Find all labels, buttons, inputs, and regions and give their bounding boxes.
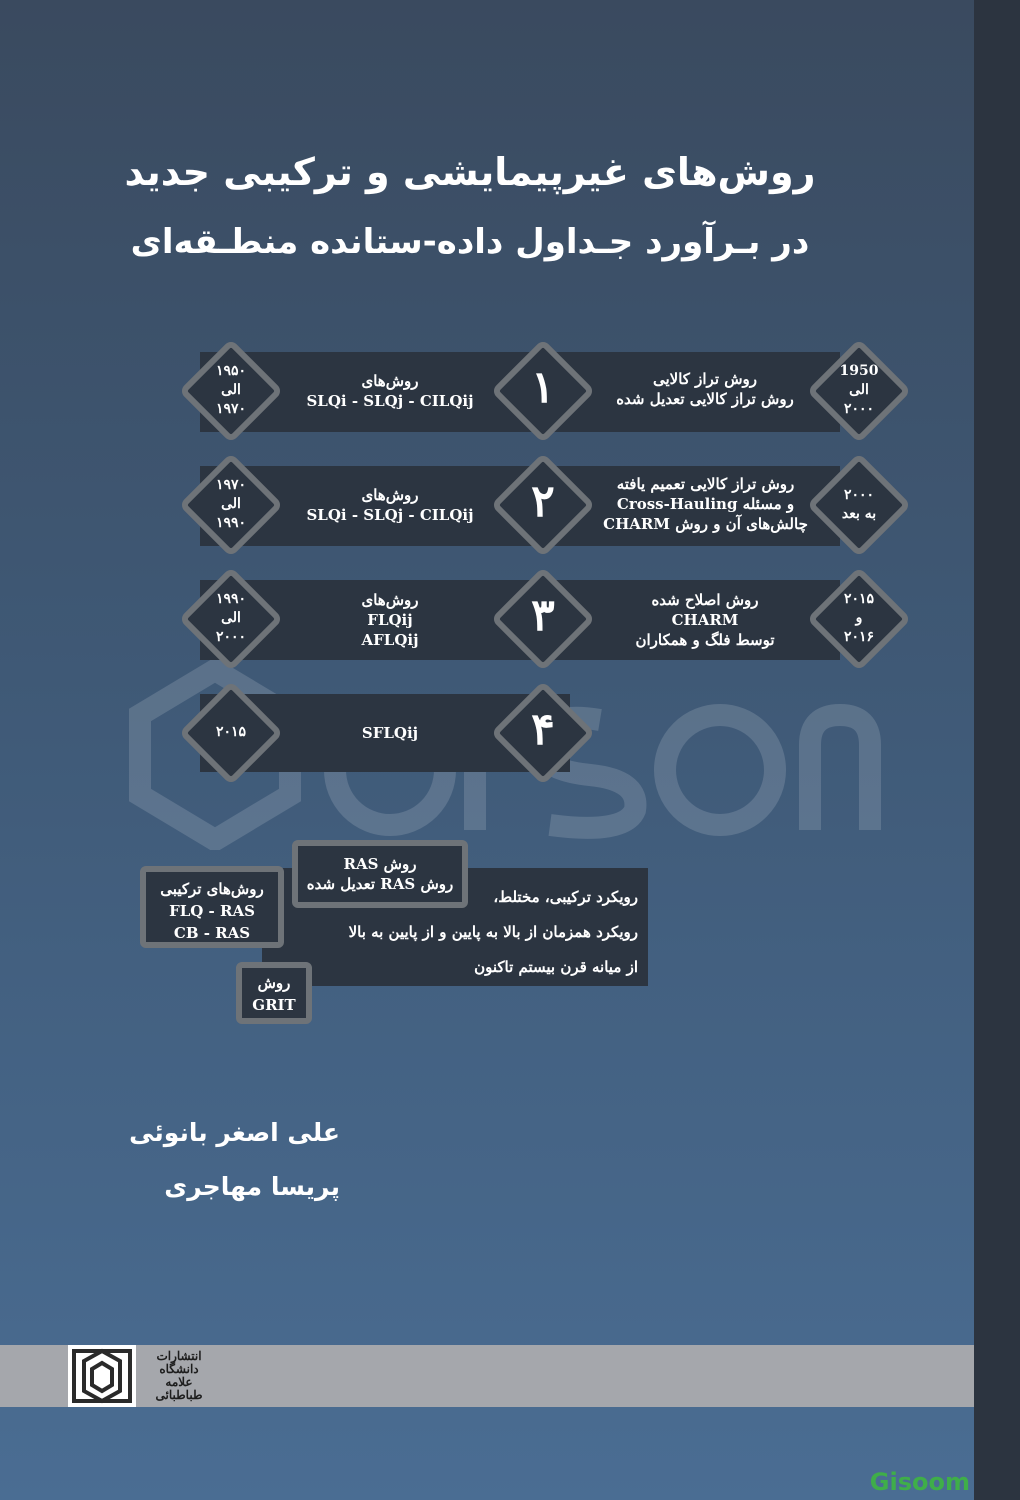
book-spine	[974, 0, 1020, 1500]
gisoom-corner-logo: Gisoom	[869, 1468, 970, 1496]
hybrid-line-2: رویکرد همزمان از بالا به پایین و از پایین به بالا	[348, 923, 638, 941]
book-title-line-2: در بـرآورد جـداول داده-ستانده منطـقه‌ای	[130, 222, 810, 262]
row-4-left-years: ۲۰۱۵	[215, 724, 247, 740]
grit-method-box: روش GRIT	[236, 962, 312, 1024]
row-1-number: ۱	[531, 362, 555, 413]
hybrid-line-3: از میانه قرن بیستم تاکنون	[474, 958, 638, 976]
row-2-right-text: روش تراز کالایی تعمیم یافته و مسئله Cross-Hauling چالش‌های آن و روش CHARM	[603, 475, 808, 533]
row-3-right-years: ۲۰۱۵ و ۲۰۱۶	[843, 591, 875, 645]
row-4-left-text: SFLQij	[361, 724, 419, 742]
row-3-right-text: روش اصلاح شده CHARM توسط فلگ و همکاران	[635, 591, 775, 649]
row-3-left-text: روش‌های FLQij AFLQij	[361, 591, 419, 649]
row-4-number: ۴	[531, 704, 555, 755]
row-2-left-text: روش‌های SLQi - SLQj - CILQij	[306, 486, 474, 524]
row-2-left-years: ۱۹۷۰ الی ۱۹۹۰	[215, 477, 247, 531]
row-1-right-years: 1950 الی ۲۰۰۰	[839, 363, 879, 417]
publisher-logo-text: انتشارات دانشگاه علامه طباطبائی	[155, 1349, 203, 1402]
ras-method-box: روش RAS روش RAS تعدیل شده	[292, 840, 468, 908]
book-title-line-1: روش‌های غیرپیمایشی و ترکیبی جدید	[124, 150, 816, 194]
row-1-right-text: روش تراز کالایی روش تراز کالایی تعدیل شده	[616, 370, 794, 408]
row-2-number: ۲	[531, 476, 555, 527]
row-3-left-years: ۱۹۹۰ الی ۲۰۰۰	[215, 591, 247, 645]
row-1-left-years: ۱۹۵۰ الی ۱۹۷۰	[215, 363, 247, 417]
combined-methods-box: روش‌های ترکیبی FLQ - RAS CB - RAS	[140, 866, 284, 948]
row-1-left-text: روش‌های SLQi - SLQj - CILQij	[306, 372, 474, 410]
row-2-right-years: ۲۰۰۰ به بعد	[841, 487, 877, 522]
hybrid-line-1: رویکرد ترکیبی، مختلط،	[493, 888, 638, 906]
author-1: علی اصغر بانوئی	[129, 1118, 340, 1147]
author-2: پریسا مهاجری	[164, 1172, 340, 1201]
row-3-number: ۳	[531, 590, 555, 641]
publisher-logo-icon	[68, 1345, 136, 1407]
